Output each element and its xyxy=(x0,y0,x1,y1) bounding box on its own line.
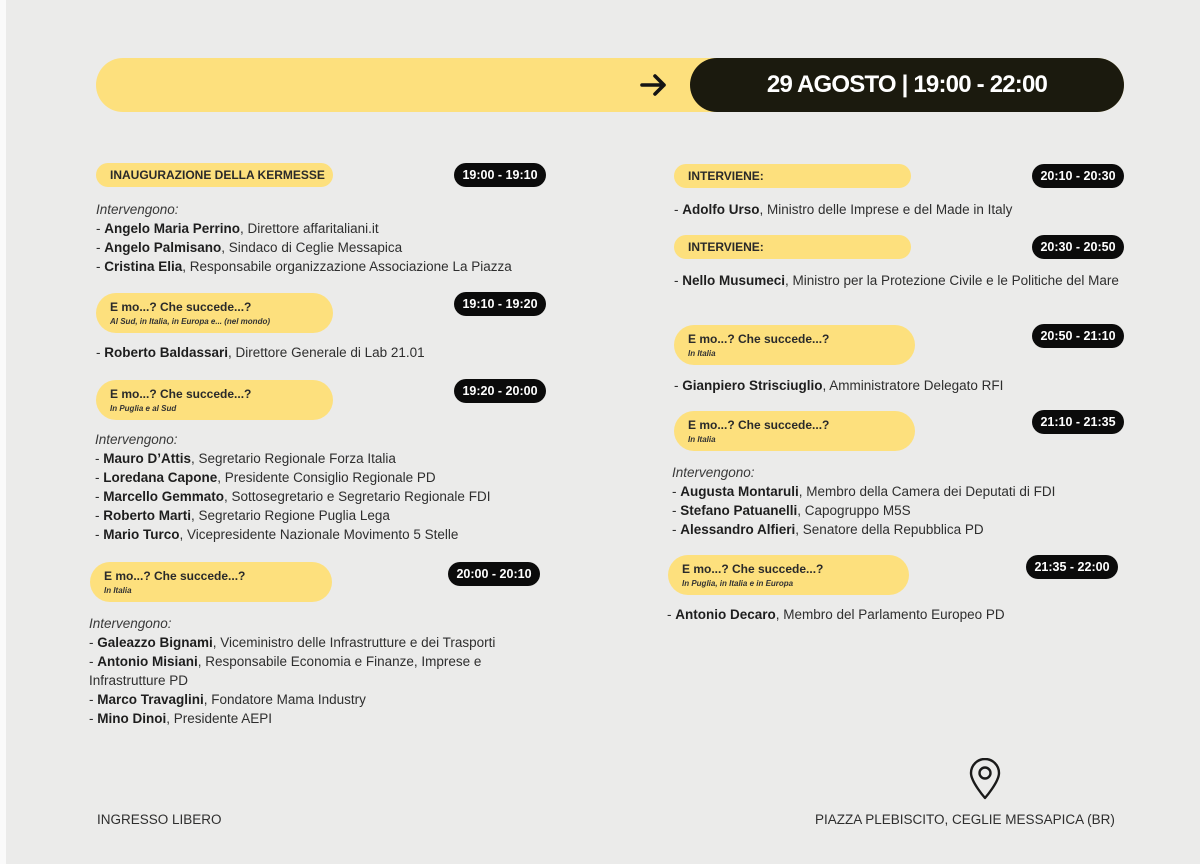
speaker-name: Angelo Palmisano xyxy=(104,240,222,255)
event-date-time: 29 AGOSTO | 19:00 - 22:00 xyxy=(690,58,1124,112)
speaker-name: Stefano Patuanelli xyxy=(680,503,798,518)
session-speakers xyxy=(95,430,555,544)
speaker-name: Nello Musumeci xyxy=(682,273,786,288)
speakers-intro: Intervengono: xyxy=(95,432,178,447)
session-subtitle: Al Sud, in Italia, in Europa e... (nel mondo) xyxy=(110,317,271,326)
speaker-name: Alessandro Alfieri xyxy=(680,522,796,537)
speaker-line: - Mino Dinoi, Presidente AEPI xyxy=(89,711,273,726)
speaker-name: Mino Dinoi xyxy=(97,711,167,726)
speaker-name: Roberto Marti xyxy=(103,508,191,523)
speaker-line: - Marco Travaglini, Fondatore Mama Industry xyxy=(89,692,366,707)
session-title: E mo...? Che succede...? xyxy=(104,569,246,583)
speaker-name: Marcello Gemmato xyxy=(103,489,225,504)
speaker-name: Mario Turco xyxy=(103,527,180,542)
session-title: INAUGURAZIONE DELLA KERMESSE xyxy=(110,168,325,182)
session-title-pill xyxy=(674,164,911,188)
speaker-role: , Presidente Consiglio Regionale PD xyxy=(217,470,436,485)
session-speakers xyxy=(672,463,1122,539)
speaker-name: Cristina Elia xyxy=(104,259,183,274)
session-speakers xyxy=(667,605,1117,624)
speaker-name: Loredana Capone xyxy=(103,470,218,485)
speaker-role: , Fondatore Mama Industry xyxy=(203,692,366,707)
speaker-line: - Antonio Misiani, Responsabile Economia e Finanze, Imprese e Infrastrutture PD xyxy=(89,654,482,688)
speaker-role: , Sindaco di Ceglie Messapica xyxy=(221,240,403,255)
session-title: INTERVIENE: xyxy=(688,240,764,254)
session-time-badge: 19:20 - 20:00 xyxy=(454,379,546,403)
session-subtitle: In Italia xyxy=(688,435,716,444)
speaker-role: , Senatore della Repubblica PD xyxy=(795,522,984,537)
session-title-pill xyxy=(668,555,909,595)
speaker-name: Augusta Montaruli xyxy=(680,484,799,499)
session-speakers xyxy=(674,200,1124,219)
session-speakers xyxy=(96,200,556,276)
session-title: E mo...? Che succede...? xyxy=(110,387,252,401)
free-entry-label: INGRESSO LIBERO xyxy=(97,812,222,827)
speaker-line: - Stefano Patuanelli, Capogruppo M5S xyxy=(672,503,911,518)
speaker-line: - Augusta Montaruli, Membro della Camera dei Deputati di FDI xyxy=(672,484,1056,499)
session-speakers xyxy=(96,343,556,362)
session-title-pill xyxy=(96,163,333,187)
speaker-line: - Gianpiero Strisciuglio, Amministratore Delegato RFI xyxy=(674,378,1004,393)
session-time-badge: 20:10 - 20:30 xyxy=(1032,164,1124,188)
arrow-right-icon xyxy=(638,69,670,101)
session-time-badge: 20:50 - 21:10 xyxy=(1032,324,1124,348)
speaker-name: Gianpiero Strisciuglio xyxy=(682,378,823,393)
speaker-role: , Amministratore Delegato RFI xyxy=(822,378,1004,393)
session-time-badge: 19:00 - 19:10 xyxy=(454,163,546,187)
speaker-role: , Presidente AEPI xyxy=(166,711,273,726)
session-subtitle: In Italia xyxy=(104,586,132,595)
speakers-intro: Intervengono: xyxy=(89,616,172,631)
session-speakers xyxy=(674,376,1124,395)
speaker-line: - Angelo Maria Perrino, Direttore affaritaliani.it xyxy=(96,221,379,236)
speaker-name: Antonio Decaro xyxy=(675,607,776,622)
session-subtitle: In Puglia e al Sud xyxy=(110,404,177,413)
speaker-line: - Roberto Baldassari, Direttore Generale di Lab 21.01 xyxy=(96,345,425,360)
session-title: E mo...? Che succede...? xyxy=(688,418,830,432)
speaker-role: , Responsabile organizzazione Associazione La Piazza xyxy=(182,259,512,274)
speaker-line: - Antonio Decaro, Membro del Parlamento Europeo PD xyxy=(667,607,1005,622)
speaker-line: - Roberto Marti, Segretario Regione Puglia Lega xyxy=(95,508,390,523)
map-pin-icon xyxy=(966,758,1004,800)
session-title-pill xyxy=(674,411,915,451)
speaker-name: Adolfo Urso xyxy=(682,202,760,217)
speaker-role: , Viceministro delle Infrastrutture e dei Trasporti xyxy=(212,635,496,650)
speaker-name: Galeazzo Bignami xyxy=(97,635,213,650)
speaker-line: - Alessandro Alfieri, Senatore della Repubblica PD xyxy=(672,522,984,537)
session-time-badge: 20:00 - 20:10 xyxy=(448,562,540,586)
speaker-name: Mauro D’Attis xyxy=(103,451,191,466)
page-edge xyxy=(0,0,6,864)
speaker-role: , Membro del Parlamento Europeo PD xyxy=(775,607,1005,622)
speaker-line: - Loredana Capone, Presidente Consiglio Regionale PD xyxy=(95,470,436,485)
speaker-line: - Mario Turco, Vicepresidente Nazionale Movimento 5 Stelle xyxy=(95,527,459,542)
session-time-badge: 21:35 - 22:00 xyxy=(1026,555,1118,579)
session-title-pill xyxy=(674,325,915,365)
speaker-line: - Cristina Elia, Responsabile organizzazione Associazione La Piazza xyxy=(96,259,512,274)
session-title-pill xyxy=(674,235,911,259)
speaker-name: Antonio Misiani xyxy=(97,654,198,669)
speaker-role: , Membro della Camera dei Deputati di FDI xyxy=(798,484,1056,499)
session-title: INTERVIENE: xyxy=(688,169,764,183)
speaker-line: - Mauro D’Attis, Segretario Regionale Forza Italia xyxy=(95,451,396,466)
session-title-pill xyxy=(90,562,332,602)
speaker-role: , Segretario Regione Puglia Lega xyxy=(191,508,390,523)
speaker-role: , Vicepresidente Nazionale Movimento 5 Stelle xyxy=(179,527,459,542)
session-subtitle: In Italia xyxy=(688,349,716,358)
session-speakers xyxy=(674,271,1124,290)
speaker-role: , Responsabile Economia e Finanze, Imprese e Infrastrutture PD xyxy=(89,654,482,688)
speaker-role: , Direttore Generale di Lab 21.01 xyxy=(228,345,425,360)
session-title: E mo...? Che succede...? xyxy=(688,332,830,346)
session-time-badge: 19:10 - 19:20 xyxy=(454,292,546,316)
speakers-intro: Intervengono: xyxy=(96,202,179,217)
speaker-name: Angelo Maria Perrino xyxy=(104,221,241,236)
speaker-role: , Sottosegretario e Segretario Regionale FDI xyxy=(224,489,491,504)
speaker-name: Marco Travaglini xyxy=(97,692,204,707)
speaker-line: - Adolfo Urso, Ministro delle Imprese e del Made in Italy xyxy=(674,202,1013,217)
speakers-intro: Intervengono: xyxy=(672,465,755,480)
speaker-line: - Galeazzo Bignami, Viceministro delle Infrastrutture e dei Trasporti xyxy=(89,635,496,650)
speaker-name: Roberto Baldassari xyxy=(104,345,229,360)
location-label: PIAZZA PLEBISCITO, CEGLIE MESSAPICA (BR) xyxy=(815,812,1115,827)
speaker-role: , Capogruppo M5S xyxy=(797,503,911,518)
speaker-line: - Marcello Gemmato, Sottosegretario e Segretario Regionale FDI xyxy=(95,489,491,504)
speaker-line: - Nello Musumeci, Ministro per la Protezione Civile e le Politiche del Mare xyxy=(674,273,1119,288)
speaker-role: , Ministro delle Imprese e del Made in Italy xyxy=(759,202,1013,217)
session-time-badge: 21:10 - 21:35 xyxy=(1032,410,1124,434)
speaker-role: , Ministro per la Protezione Civile e le Politiche del Mare xyxy=(785,273,1119,288)
session-time-badge: 20:30 - 20:50 xyxy=(1032,235,1124,259)
speaker-role: , Segretario Regionale Forza Italia xyxy=(191,451,396,466)
session-title: E mo...? Che succede...? xyxy=(110,300,252,314)
session-title: E mo...? Che succede...? xyxy=(682,562,824,576)
session-title-pill xyxy=(96,380,333,420)
session-speakers xyxy=(89,614,509,728)
session-subtitle: In Puglia, in Italia e in Europa xyxy=(682,579,794,588)
speaker-line: - Angelo Palmisano, Sindaco di Ceglie Messapica xyxy=(96,240,403,255)
session-title-pill xyxy=(96,293,333,333)
speaker-role: , Direttore affaritaliani.it xyxy=(240,221,379,236)
